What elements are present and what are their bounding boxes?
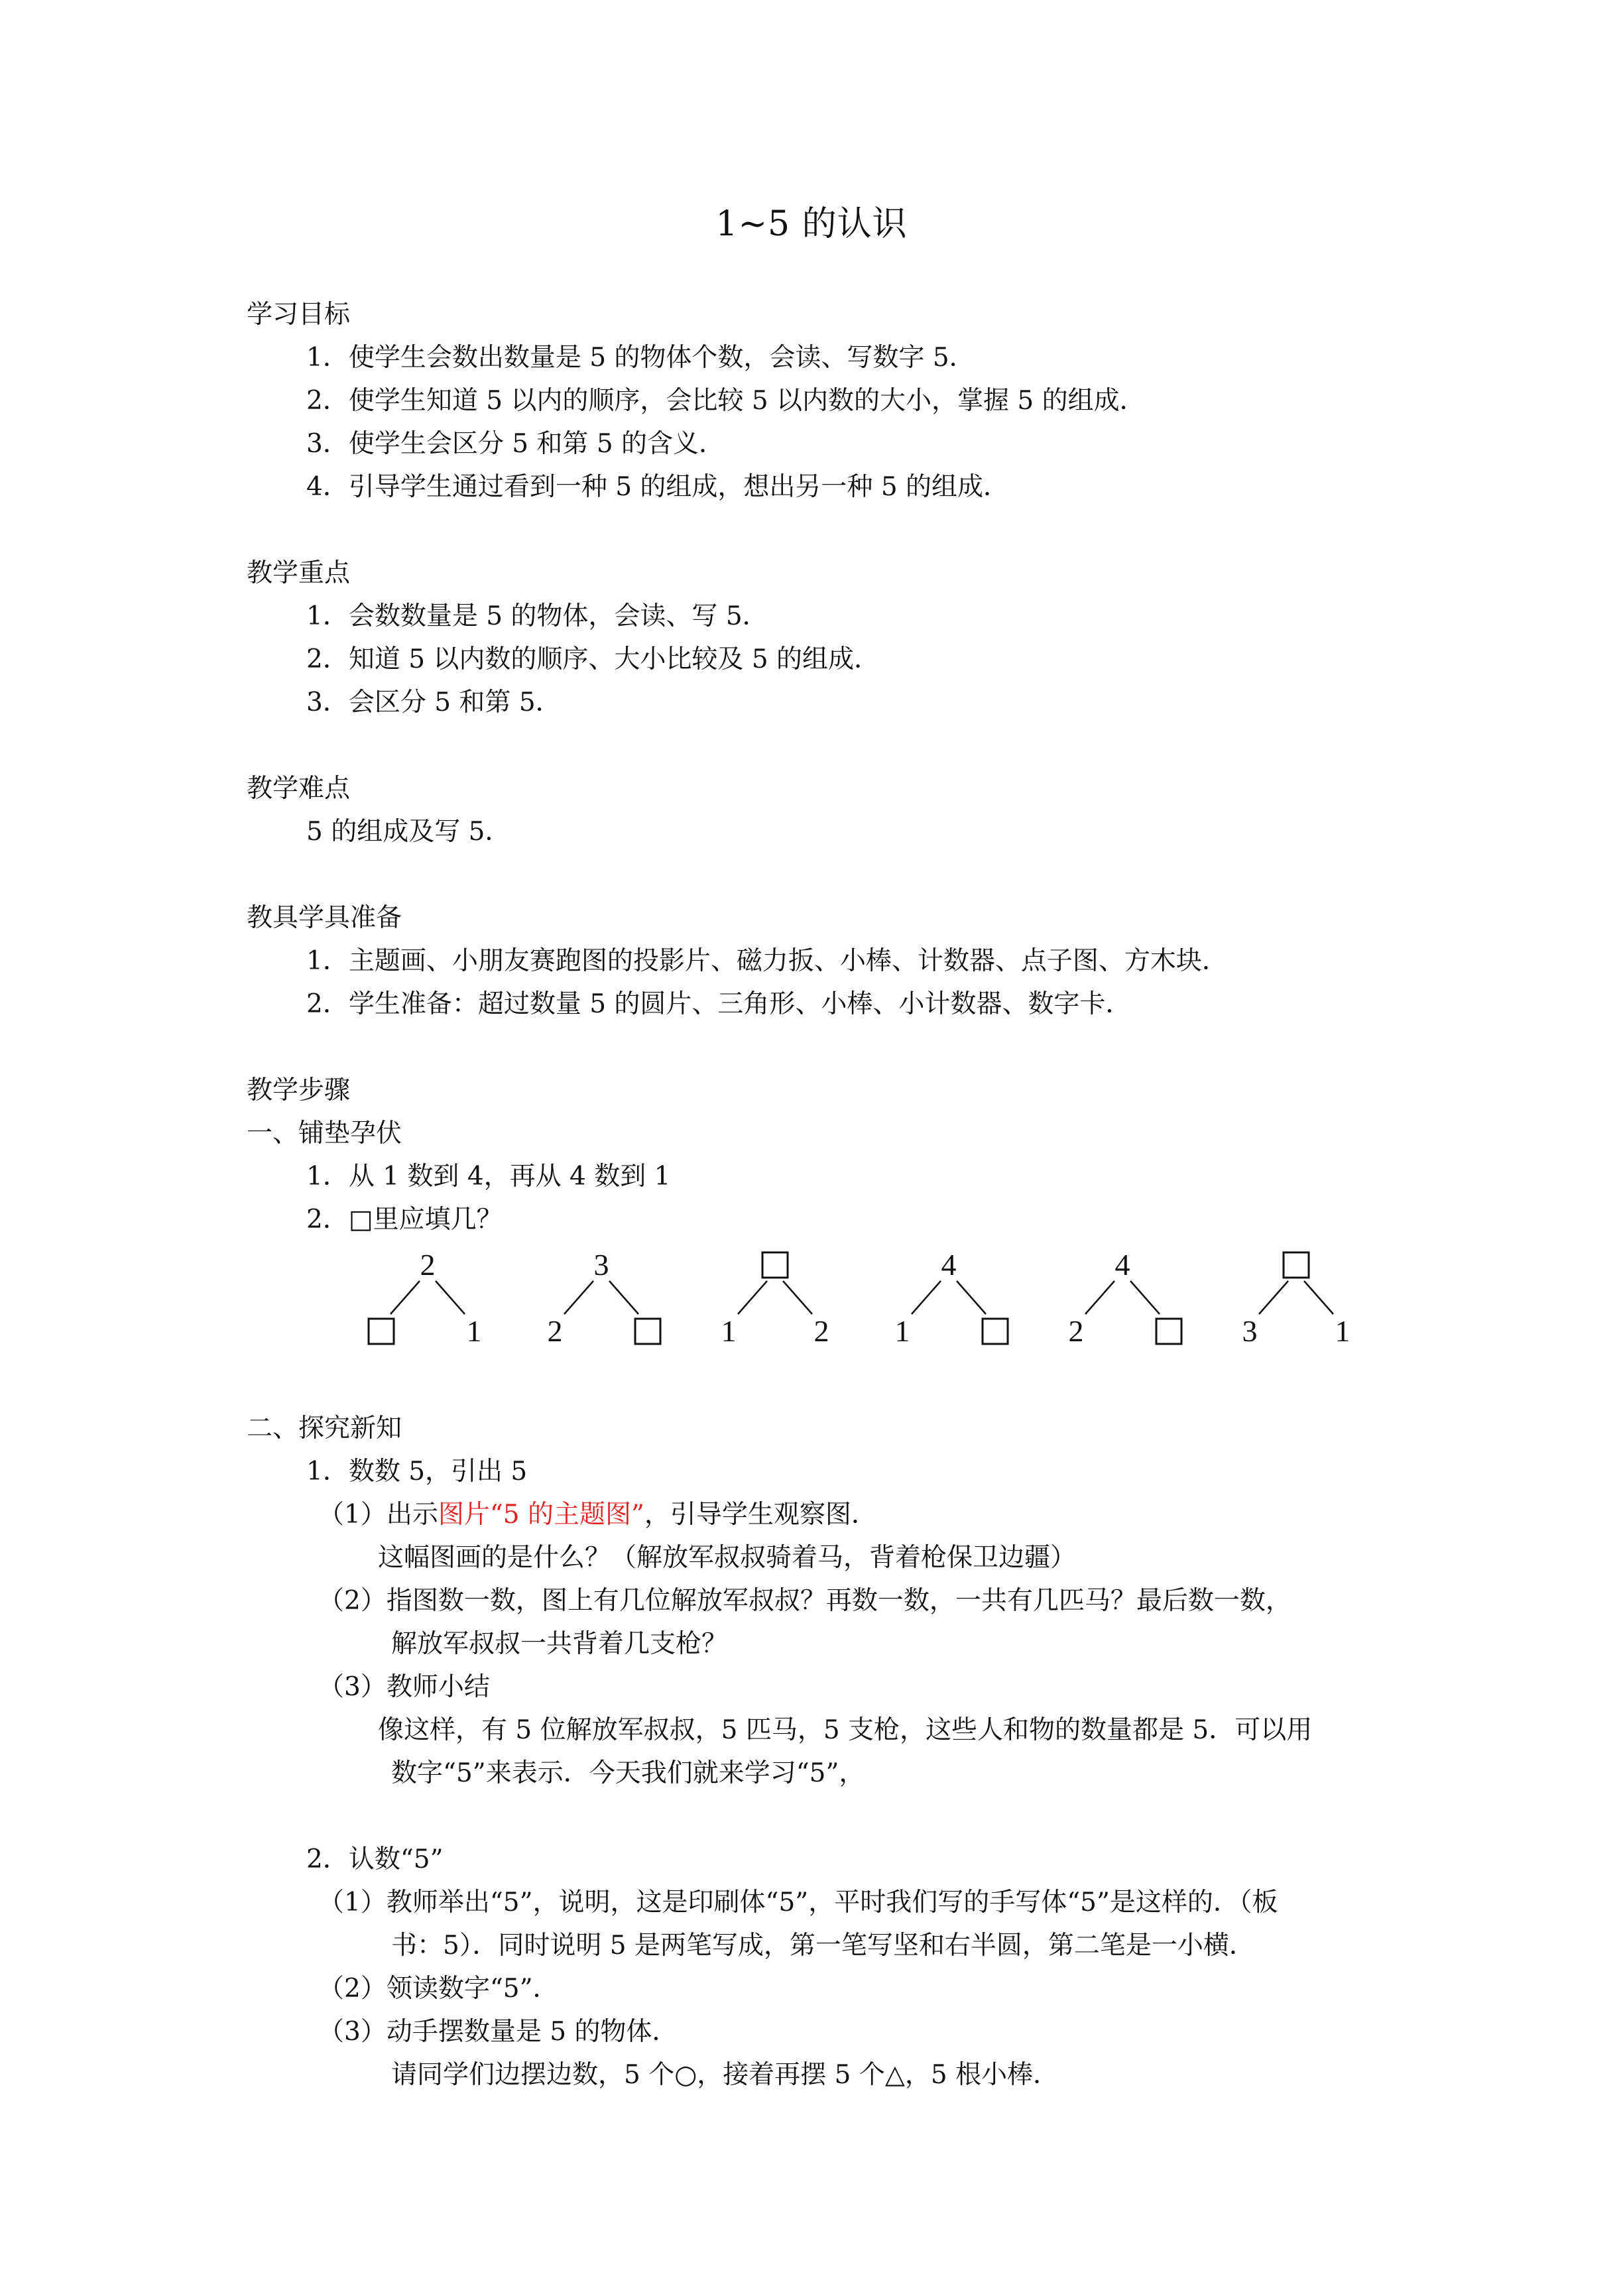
part1-heading: 一、铺垫孕伏 bbox=[247, 1118, 402, 1148]
diagram-left-number: 2 bbox=[547, 1314, 563, 1348]
diagram-branch-left bbox=[1085, 1281, 1114, 1314]
part1-item: 2．□里应填几？ bbox=[306, 1205, 503, 1235]
composition-diagram bbox=[895, 1248, 1008, 1348]
diagram-branch-right bbox=[783, 1281, 812, 1314]
keypoint-item: 3．会区分 5 和第 5． bbox=[306, 688, 562, 717]
diagram-right-number: 1 bbox=[1335, 1314, 1351, 1348]
part2-p3a: （3）教师小结 bbox=[318, 1672, 490, 1702]
difficulty-heading: 教学难点 bbox=[247, 774, 351, 804]
diagram-branch-right bbox=[1304, 1281, 1333, 1314]
steps-heading: 教学步骤 bbox=[247, 1075, 351, 1105]
diagram-branch-right bbox=[436, 1281, 465, 1314]
part2-p1 bbox=[318, 1498, 877, 1532]
part2-q3b: 请同学们边摆边数，5 个○，接着再摆 5 个△，5 根小棒． bbox=[391, 2060, 1059, 2090]
part2-q1b: 书：5）．同时说明 5 是两笔写成，第一笔写坚和右半圆，第二笔是一小横． bbox=[391, 1931, 1255, 1961]
diagram-right-blank-box[interactable] bbox=[1156, 1319, 1181, 1344]
goal-item: 4．引导学生通过看到一种 5 的组成，想出另一种 5 的组成． bbox=[306, 472, 1010, 502]
diagram-right-number: 1 bbox=[466, 1314, 482, 1348]
goal-item: 1．使学生会数出数量是 5 的物体个数，会读、写数字 5． bbox=[306, 343, 975, 373]
diagram-branch-right bbox=[609, 1281, 638, 1314]
part2-p2b: 解放军叔叔一共背着几支枪？ bbox=[391, 1629, 728, 1659]
composition-diagram bbox=[1069, 1248, 1182, 1348]
composition-diagram bbox=[1242, 1252, 1351, 1348]
composition-diagram-svg bbox=[358, 1246, 1352, 1353]
diagram-left-number: 2 bbox=[1068, 1314, 1084, 1348]
diagram-branch-right bbox=[1130, 1281, 1160, 1314]
materials-heading: 教具学具准备 bbox=[247, 903, 402, 933]
p1-prefix: （1）出示 bbox=[318, 1500, 438, 1530]
diagram-top-number: 3 bbox=[593, 1248, 609, 1282]
goal-item: 3．使学生会区分 5 和第 5 的含义． bbox=[306, 429, 725, 459]
diagram-branch-right bbox=[957, 1281, 986, 1314]
diagram-branch-left bbox=[912, 1281, 941, 1314]
diagram-branch-left bbox=[391, 1281, 420, 1314]
goals-heading: 学习目标 bbox=[247, 300, 351, 330]
part2-heading: 二、探究新知 bbox=[247, 1414, 402, 1443]
diagram-top-blank-box[interactable] bbox=[1284, 1252, 1309, 1278]
diagram-branch-left bbox=[738, 1281, 767, 1314]
part2-sub1: 1．数数 5，引出 5 bbox=[306, 1457, 528, 1486]
part2-p3b: 像这样，有 5 位解放军叔叔，5 匹马，5 支枪，这些人和物的数量都是 5．可以用 bbox=[378, 1715, 1313, 1745]
part2-p3c: 数字“5”来表示．今天我们就来学习“5”， bbox=[391, 1758, 865, 1788]
part2-p1b: 这幅图画的是什么？（解放军叔叔骑着马，背着枪保卫边疆） bbox=[378, 1543, 1077, 1573]
diagram-top-blank-box[interactable] bbox=[762, 1252, 788, 1278]
difficulty-item: 5 的组成及写 5． bbox=[306, 817, 511, 847]
diagram-left-blank-box[interactable] bbox=[369, 1319, 394, 1344]
goal-item: 2．使学生知道 5 以内的顺序，会比较 5 以内数的大小，掌握 5 的组成． bbox=[306, 386, 1146, 416]
diagram-branch-left bbox=[1259, 1281, 1288, 1314]
keypoints-heading: 教学重点 bbox=[247, 558, 351, 588]
part2-q2: （2）领读数字“5”． bbox=[318, 1974, 559, 2004]
part2-q1a: （1）教师举出“5”，说明，这是印刷体“5”，平时我们写的手写体“5”是这样的．（板 bbox=[318, 1888, 1278, 1917]
part2-q3a: （3）动手摆数量是 5 的物体． bbox=[318, 2017, 678, 2047]
number-composition-diagrams bbox=[358, 1246, 1352, 1353]
part1-item: 1．从 1 数到 4，再从 4 数到 1 bbox=[306, 1162, 671, 1191]
diagram-left-number: 1 bbox=[894, 1314, 910, 1348]
diagram-right-number: 2 bbox=[813, 1314, 829, 1348]
diagram-top-number: 4 bbox=[1114, 1248, 1130, 1282]
composition-diagram bbox=[721, 1252, 829, 1348]
diagram-right-blank-box[interactable] bbox=[983, 1319, 1008, 1344]
p1-suffix: ，引导学生观察图． bbox=[644, 1500, 877, 1530]
part2-p2a: （2）指图数一数，图上有几位解放军叔叔？再数一数，一共有几匹马？最后数一数， bbox=[318, 1586, 1292, 1616]
keypoint-item: 2．知道 5 以内数的顺序、大小比较及 5 的组成． bbox=[306, 644, 880, 674]
composition-diagram bbox=[548, 1248, 661, 1348]
diagram-top-number: 2 bbox=[420, 1248, 436, 1282]
materials-item: 2．学生准备：超过数量 5 的圆片、三角形、小棒、小计数器、数字卡． bbox=[306, 989, 1132, 1019]
theme-picture-link[interactable]: 图片“5 的主题图” bbox=[438, 1500, 644, 1530]
diagram-branch-left bbox=[564, 1281, 593, 1314]
part2-sub2: 2．认数“5” bbox=[306, 1844, 444, 1874]
keypoint-item: 1．会数数量是 5 的物体，会读、写 5． bbox=[306, 601, 768, 631]
diagram-top-number: 4 bbox=[941, 1248, 957, 1282]
composition-diagram bbox=[369, 1248, 482, 1348]
diagram-left-number: 1 bbox=[721, 1314, 737, 1348]
diagram-left-number: 3 bbox=[1242, 1314, 1258, 1348]
page-title: 1~5 的认识 bbox=[715, 204, 908, 244]
diagram-right-blank-box[interactable] bbox=[635, 1319, 660, 1344]
materials-item: 1．主题画、小朋友赛跑图的投影片、磁力扳、小棒、计数器、点子图、方木块． bbox=[306, 946, 1228, 976]
